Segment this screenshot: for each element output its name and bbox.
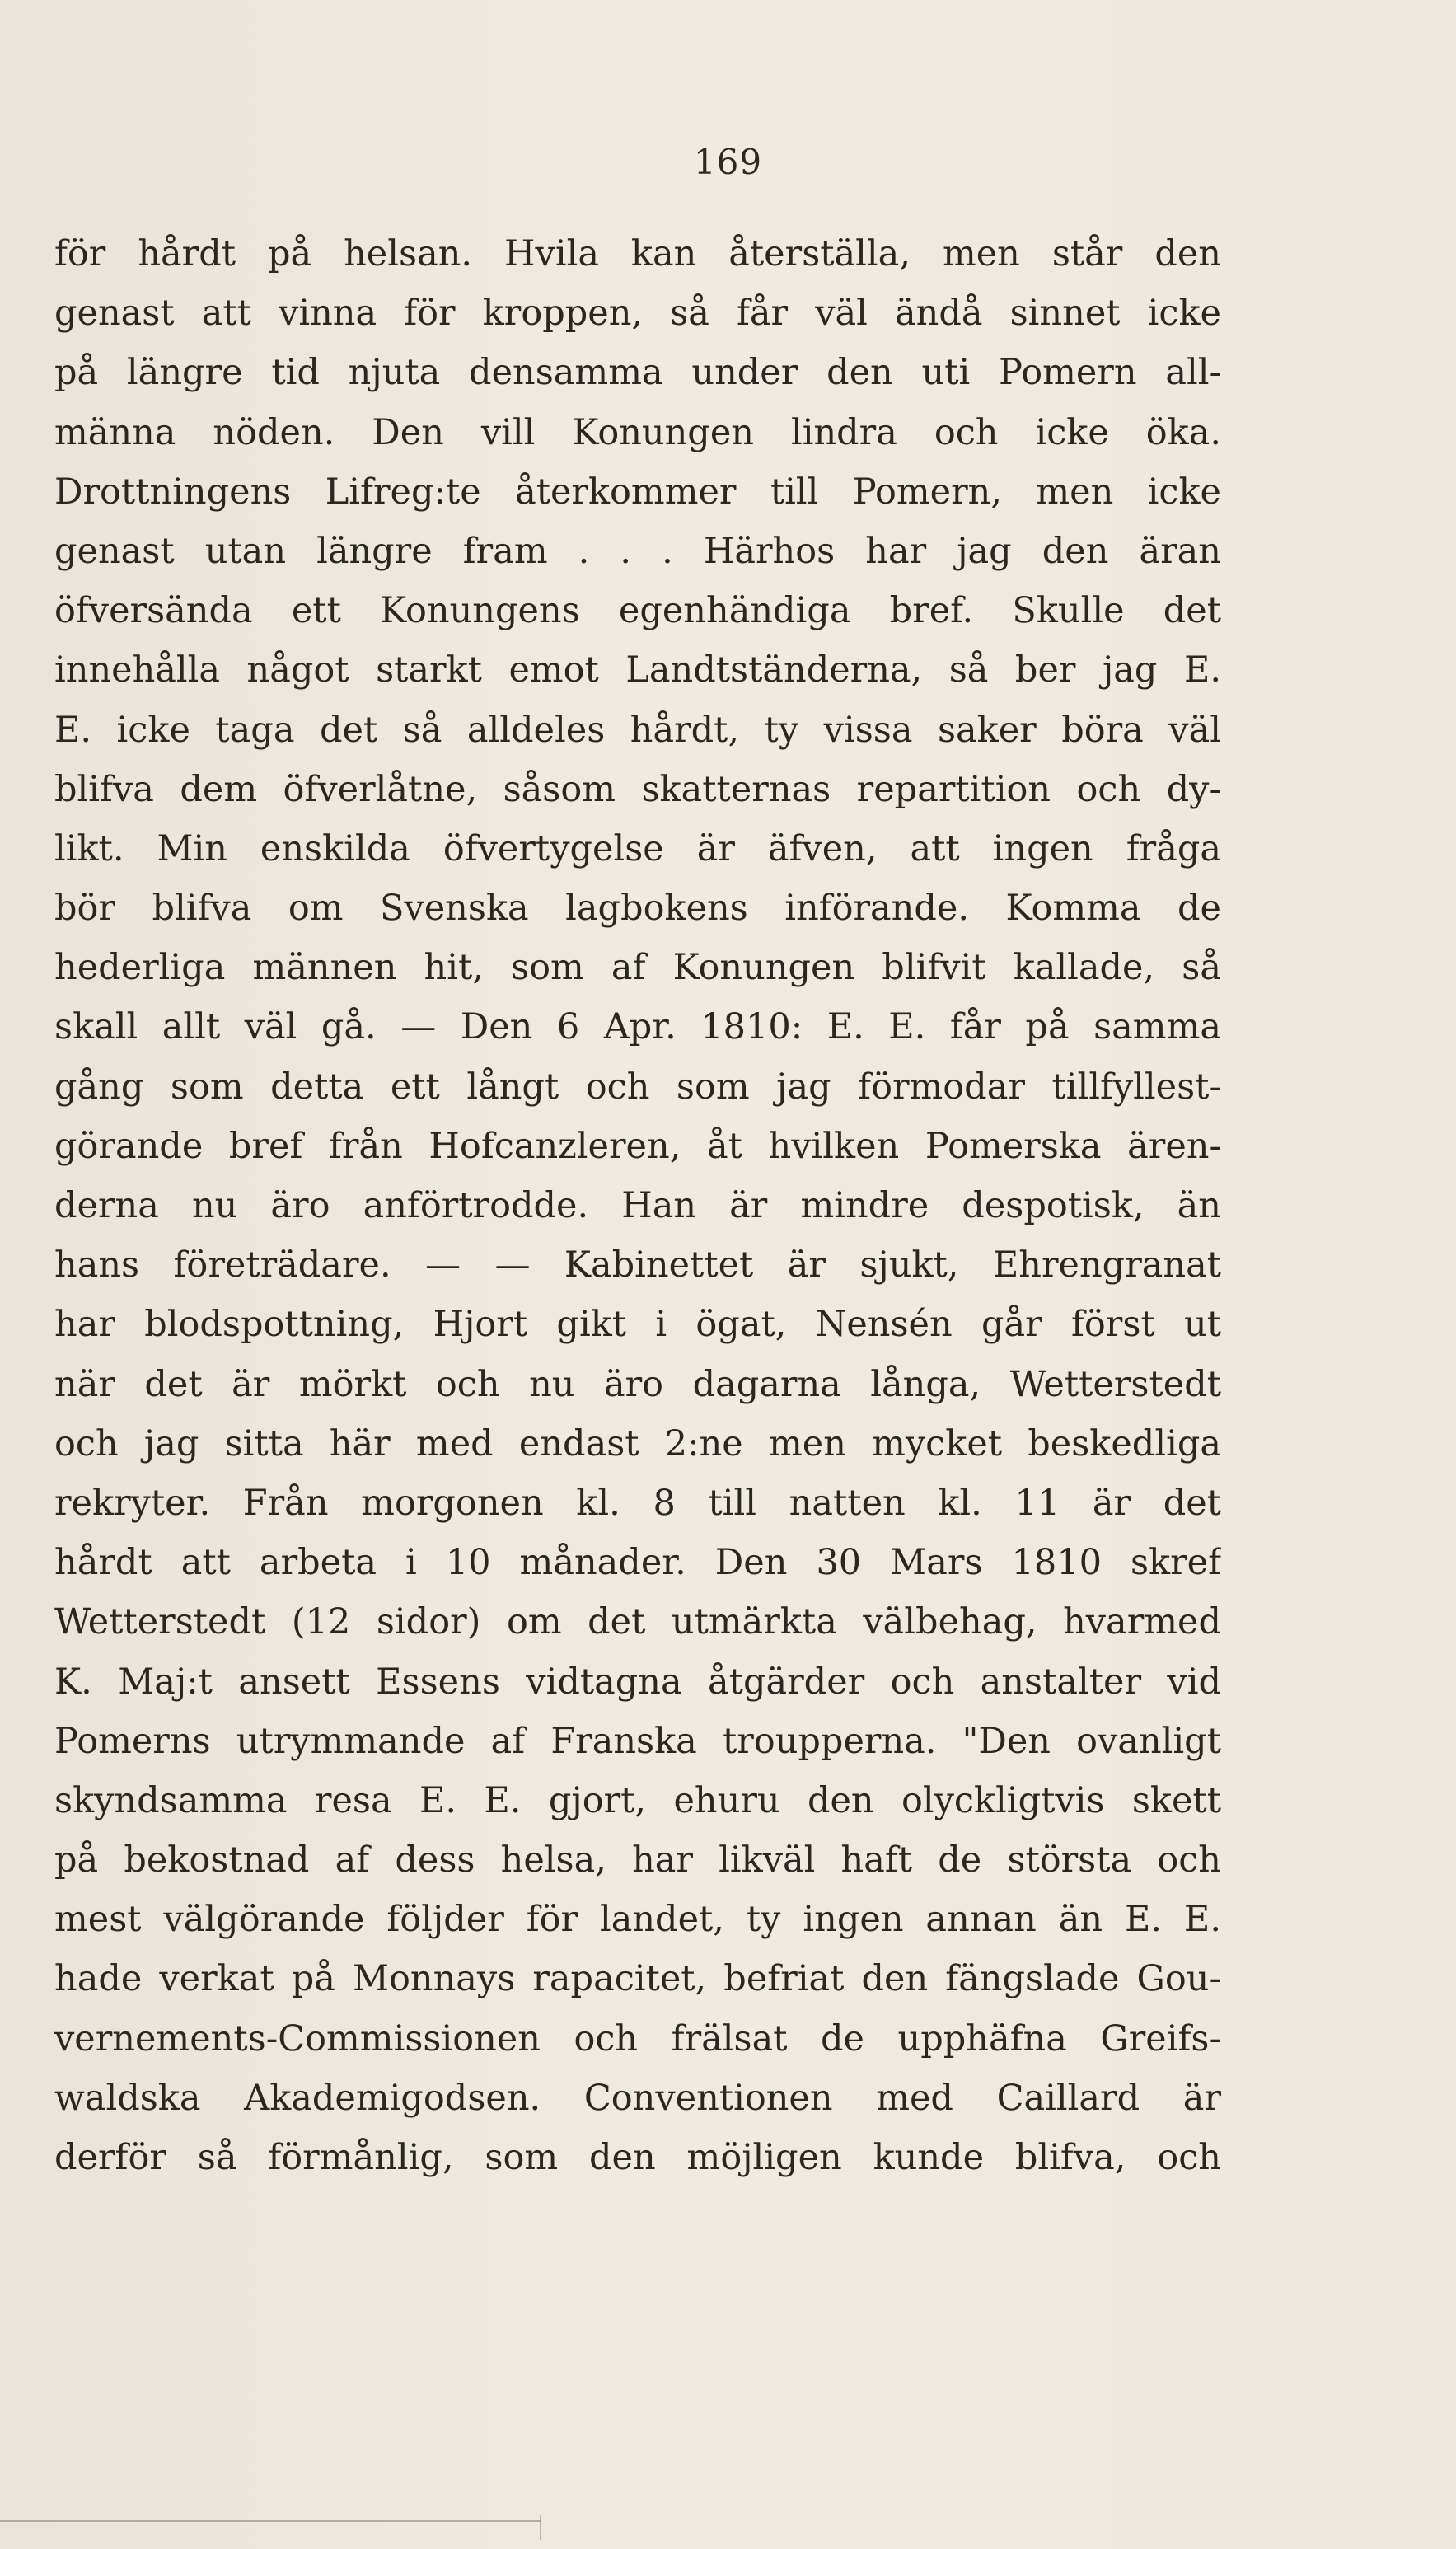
text-line: öfversända ett Konungens egenhändiga bref. Skulle det bbox=[54, 590, 1221, 632]
text-line: skall allt väl gå. — Den 6 Apr. 1810: E. E. får på samma bbox=[54, 1006, 1221, 1048]
text-line: innehålla något starkt emot Landtständerna, så ber jag E. bbox=[54, 649, 1221, 691]
text-line: när det är mörkt och nu äro dagarna långa, Wetterstedt bbox=[54, 1363, 1221, 1405]
text-line: på längre tid njuta densamma under den uti Pomern all- bbox=[54, 352, 1221, 394]
text-line: hederliga männen hit, som af Konungen blifvit kallade, så bbox=[54, 947, 1221, 989]
text-line: derför så förmånlig, som den möjligen kunde blifva, och bbox=[54, 2137, 1221, 2178]
text-line: genast utan längre fram . . . Härhos har jag den äran bbox=[54, 530, 1221, 572]
text-line: K. Maj:t ansett Essens vidtagna åtgärder och anstalter vid bbox=[54, 1661, 1221, 1703]
page-edge-mark bbox=[540, 2515, 541, 2540]
text-line: Pomerns utrymmande af Franska troupperna. "Den ovanligt bbox=[54, 1720, 1221, 1762]
text-line: blifva dem öfverlåtne, såsom skatternas repartition och dy- bbox=[54, 768, 1221, 810]
page-edge-rule bbox=[0, 2520, 541, 2522]
page-number: 169 bbox=[693, 142, 763, 182]
text-line: Drottningens Lifreg:te återkommer till Pomern, men icke bbox=[54, 471, 1221, 513]
text-line: rekryter. Från morgonen kl. 8 till natten kl. 11 är det bbox=[54, 1482, 1221, 1524]
text-line: skyndsamma resa E. E. gjort, ehuru den olyckligtvis skett bbox=[54, 1779, 1221, 1821]
text-line: hans företrädare. — — Kabinettet är sjukt, Ehrengranat bbox=[54, 1244, 1221, 1286]
text-line: likt. Min enskilda öfvertygelse är äfven, att ingen fråga bbox=[54, 827, 1221, 869]
text-line: waldska Akademigodsen. Conventionen med Caillard är bbox=[54, 2077, 1221, 2119]
body-text bbox=[54, 224, 1221, 2187]
text-line: och jag sitta här med endast 2:ne men mycket beskedliga bbox=[54, 1422, 1221, 1464]
text-line: genast att vinna för kroppen, så får väl ändå sinnet icke bbox=[54, 293, 1221, 335]
text-line: hårdt att arbeta i 10 månader. Den 30 Mars 1810 skref bbox=[54, 1542, 1221, 1584]
text-line: mest välgörande följder för landet, ty ingen annan än E. E. bbox=[54, 1899, 1221, 1941]
text-line: männa nöden. Den vill Konungen lindra och icke öka. bbox=[54, 411, 1221, 453]
text-line: på bekostnad af dess helsa, har likväl haft de största och bbox=[54, 1839, 1221, 1881]
text-line: görande bref från Hofcanzleren, åt hvilken Pomerska ären- bbox=[54, 1125, 1221, 1167]
text-line: för hårdt på helsan. Hvila kan återställa, men står den bbox=[54, 233, 1221, 274]
text-line: Wetterstedt (12 sidor) om det utmärkta välbehag, hvarmed bbox=[54, 1601, 1221, 1643]
text-line: har blodspottning, Hjort gikt i ögat, Nensén går först ut bbox=[54, 1304, 1221, 1346]
text-line: derna nu äro anförtrodde. Han är mindre despotisk, än bbox=[54, 1185, 1221, 1226]
text-line: gång som detta ett långt och som jag förmodar tillfyllest- bbox=[54, 1066, 1221, 1108]
text-line: bör blifva om Svenska lagbokens införande. Komma de bbox=[54, 888, 1221, 930]
text-line: vernements-Commissionen och frälsat de upphäfna Greifs- bbox=[54, 2017, 1221, 2059]
text-line: E. icke taga det så alldeles hårdt, ty vissa saker böra väl bbox=[54, 709, 1221, 751]
text-line: hade verkat på Monnays rapacitet, befriat den fängslade Gou- bbox=[54, 1958, 1221, 2000]
